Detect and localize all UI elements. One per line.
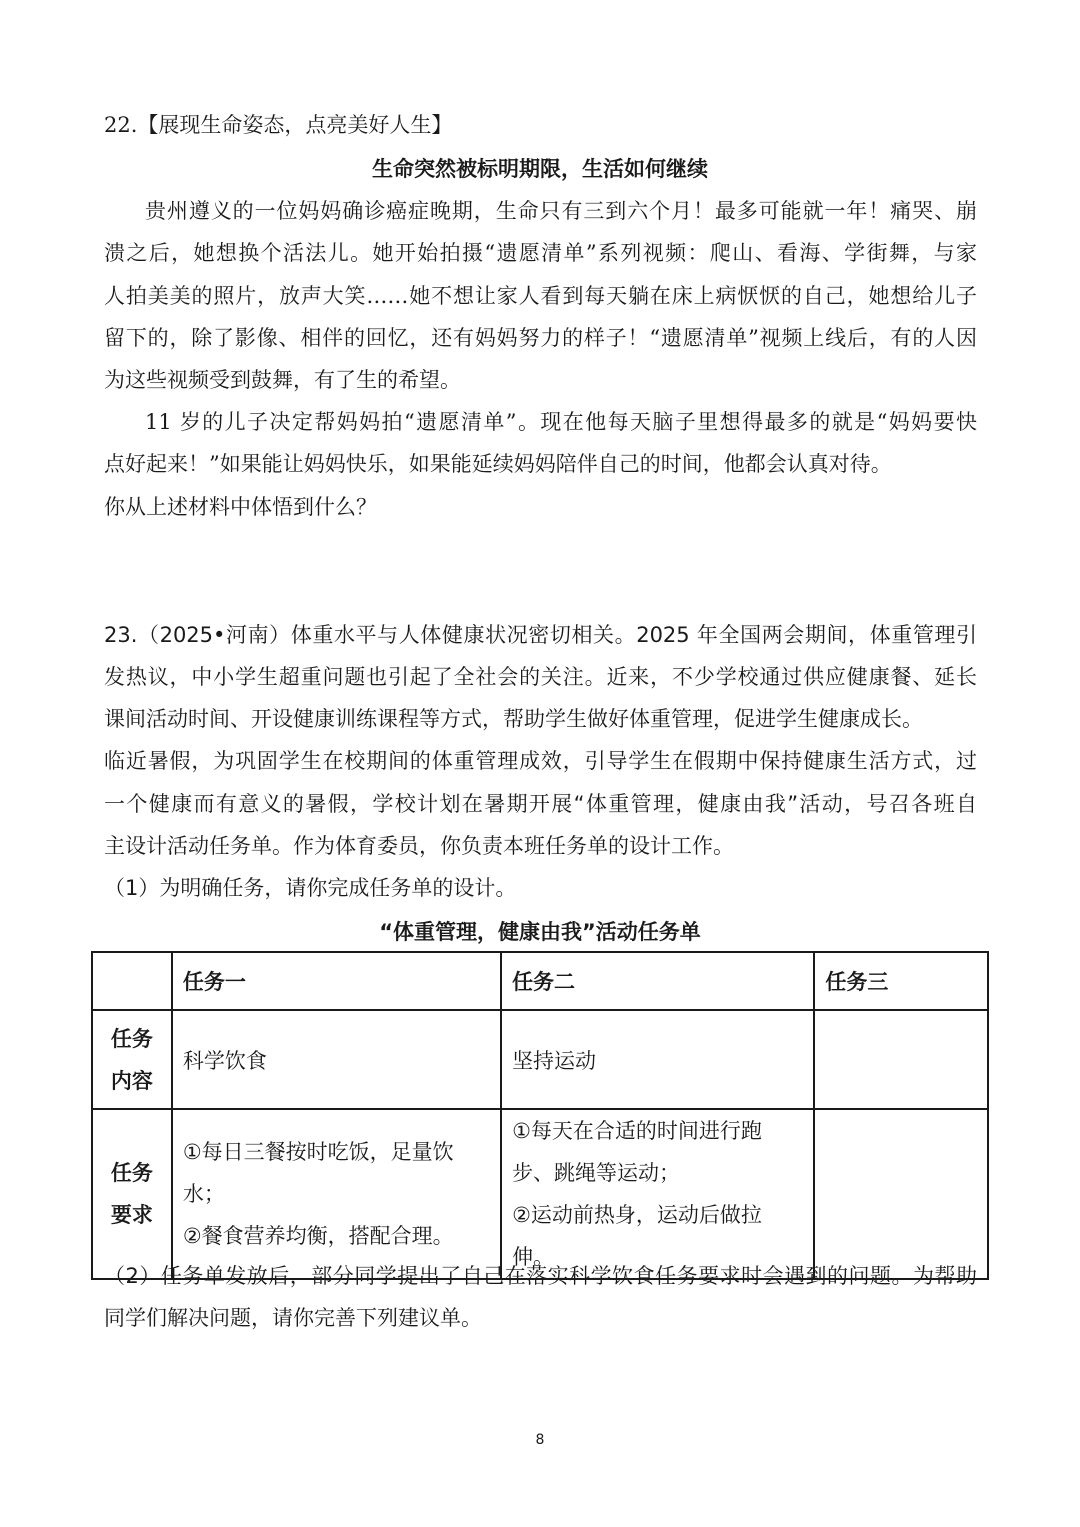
q22-line-5: 为这些视频受到鼓舞，有了生的希望。 <box>104 368 461 392</box>
q23-sub2-line-1: （2）任务单发放后，部分同学提出了自己在落实科学饮食任务要求时会遇到的问题。为帮助 <box>104 1264 977 1288</box>
task-2-content: 坚持运动 <box>501 1010 814 1109</box>
q22-question: 你从上述材料中体悟到什么？ <box>104 495 377 519</box>
q22-line-3: 人拍美美的照片，放声大笑……她不想让家人看到每天躺在床上病恹恹的自己，她想给儿子 <box>104 284 977 308</box>
q23-line-3: 课间活动时间、开设健康训练课程等方式，帮助学生做好体重管理，促进学生健康成长。 <box>104 707 923 731</box>
task-1-req-line-1: ①每日三餐按时吃饭，足量饮水； <box>182 1140 454 1206</box>
table-header-row <box>92 952 988 1010</box>
task-2-req-line-3: ②运动前热身，运动后做拉伸。 <box>512 1203 762 1269</box>
q23-line-5: 一个健康而有意义的暑假，学校计划在暑期开展“体重管理，健康由我”活动，号召各班自 <box>104 792 977 816</box>
task-1-requirements <box>172 1109 501 1279</box>
page-number: 8 <box>535 1432 545 1448</box>
q22-article-title: 生命突然被标明期限，生活如何继续 <box>372 157 708 181</box>
table-row-requirements <box>92 1109 988 1279</box>
header-task-3: 任务三 <box>814 952 988 1010</box>
q22-line-1: 贵州遵义的一位妈妈确诊癌症晚期，生命只有三到六个月！最多可能就一年！痛哭、崩 <box>145 199 977 223</box>
row-label-content-a: 任务 <box>110 1026 153 1051</box>
row-label-content-b: 内容 <box>110 1068 153 1093</box>
task-2-req-line-2: 步、跳绳等运动； <box>512 1161 681 1185</box>
header-task-1: 任务一 <box>172 952 501 1010</box>
task-3-content[interactable] <box>814 1010 988 1109</box>
q23-line-1: 23.（2025•河南）体重水平与人体健康状况密切相关。2025 年全国两会期间，体重管理引 <box>104 623 977 647</box>
task-1-req-line-2: ②餐食营养均衡，搭配合理。 <box>182 1224 454 1248</box>
q23-line-4: 临近暑假，为巩固学生在校期间的体重管理成效，引导学生在假期中保持健康生活方式，过 <box>104 749 977 773</box>
q22-line-2: 溃之后，她想换个活法儿。她开始拍摄“遗愿清单”系列视频：爬山、看海、学街舞，与家 <box>104 241 977 265</box>
q23-sub2-line-2: 同学们解决问题，请你完善下列建议单。 <box>104 1306 482 1330</box>
q22-line-6: 11 岁的儿子决定帮妈妈拍“遗愿清单”。现在他每天脑子里想得最多的就是“妈妈要快 <box>145 410 977 434</box>
q23-sub1: （1）为明确任务，请你完成任务单的设计。 <box>104 876 517 900</box>
q23-line-6: 主设计活动任务单。作为体育委员，你负责本班任务单的设计工作。 <box>104 834 734 858</box>
task-1-content: 科学饮食 <box>172 1010 501 1109</box>
task-2-requirements <box>501 1109 814 1279</box>
q22-heading: 22.【展现生命姿态，点亮美好人生】 <box>104 113 453 137</box>
row-label-req-b: 要求 <box>110 1203 153 1227</box>
task-table <box>91 951 989 1280</box>
row-label-requirements <box>92 1109 172 1279</box>
task-table-title: “体重管理，健康由我”活动任务单 <box>379 920 701 944</box>
row-label-content <box>92 1010 172 1109</box>
task-3-requirements[interactable] <box>814 1109 988 1279</box>
row-label-req-a: 任务 <box>110 1161 153 1185</box>
header-empty-cell <box>92 952 172 1010</box>
table-row-content <box>92 1010 988 1109</box>
q22-line-7: 点好起来！”如果能让妈妈快乐，如果能延续妈妈陪伴自己的时间，他都会认真对待。 <box>104 452 892 476</box>
q22-line-4: 留下的，除了影像、相伴的回忆，还有妈妈努力的样子！“遗愿清单”视频上线后，有的人因 <box>104 326 977 350</box>
q23-line-2: 发热议，中小学生超重问题也引起了全社会的关注。近来，不少学校通过供应健康餐、延长 <box>104 665 977 689</box>
header-task-2: 任务二 <box>501 952 814 1010</box>
task-2-req-line-1: ①每天在合适的时间进行跑 <box>512 1119 762 1143</box>
